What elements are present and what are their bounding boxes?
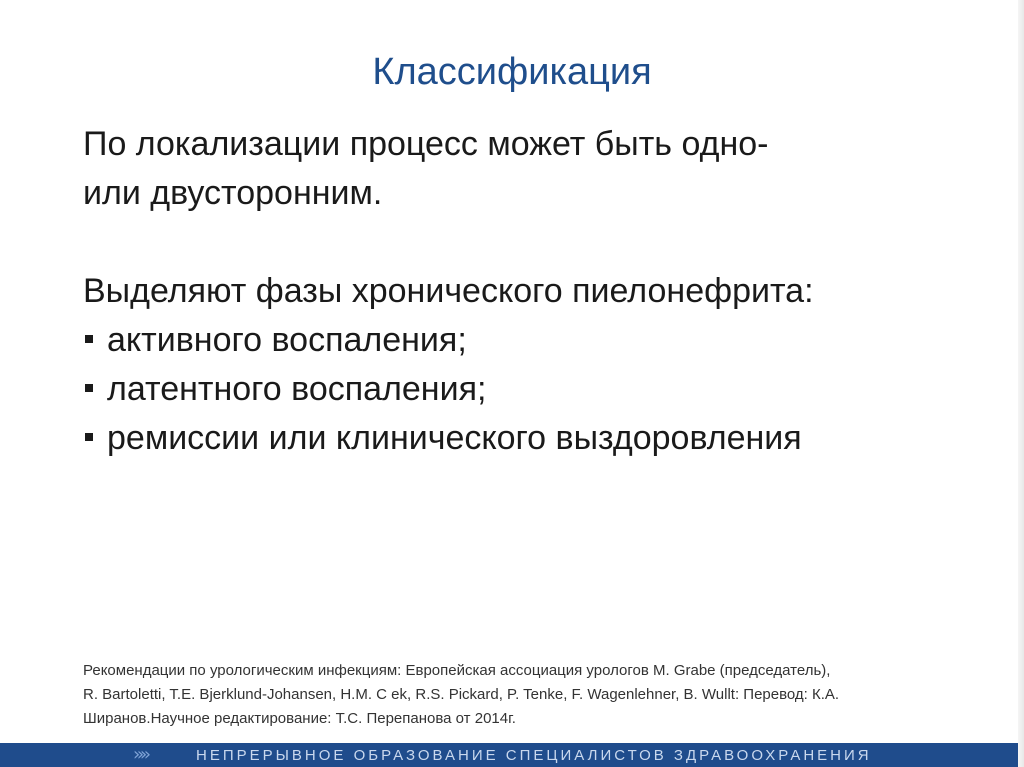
square-bullet-icon (85, 384, 93, 392)
bullet-text: ремиссии или клинического выздоровления (107, 419, 802, 457)
bullet-text: активного воспаления; (107, 321, 467, 359)
chevron-right-icon: »» (133, 744, 148, 765)
square-bullet-icon (85, 433, 93, 441)
footer-text: НЕПРЕРЫВНОЕ ОБРАЗОВАНИЕ СПЕЦИАЛИСТОВ ЗДРАВООХРАНЕНИЯ (196, 747, 872, 764)
bullet-item (83, 316, 983, 365)
footer-bar (0, 743, 1024, 767)
page-edge (1018, 0, 1024, 767)
slide-title: Классификация (372, 51, 652, 93)
body-line: или двусторонним. (83, 174, 383, 212)
bullet-item (83, 365, 983, 414)
square-bullet-icon (85, 335, 93, 343)
bullet-item (83, 414, 983, 463)
bullet-text: латентного воспаления; (107, 370, 487, 408)
reference-note (83, 659, 983, 731)
reference-line: Рекомендации по урологическим инфекциям: Европейская ассоциация урологов M. Grabe (председатель), (83, 662, 831, 679)
paragraph-spacer (83, 218, 983, 267)
reference-line: Ширанов.Научное редактирование: Т.С. Перепанова от 2014г. (83, 710, 516, 727)
reference-line: R. Bartoletti, T.E. Bjerklund-Johansen, H.M. C ek, R.S. Pickard, P. Tenke, F. Wagenlehner, B. Wullt: Перевод: К.А. (83, 686, 840, 703)
phases-intro: Выделяют фазы хронического пиелонефрита: (83, 272, 814, 310)
body-line: По локализации процесс может быть одно- (83, 125, 769, 163)
slide-body (83, 120, 983, 463)
